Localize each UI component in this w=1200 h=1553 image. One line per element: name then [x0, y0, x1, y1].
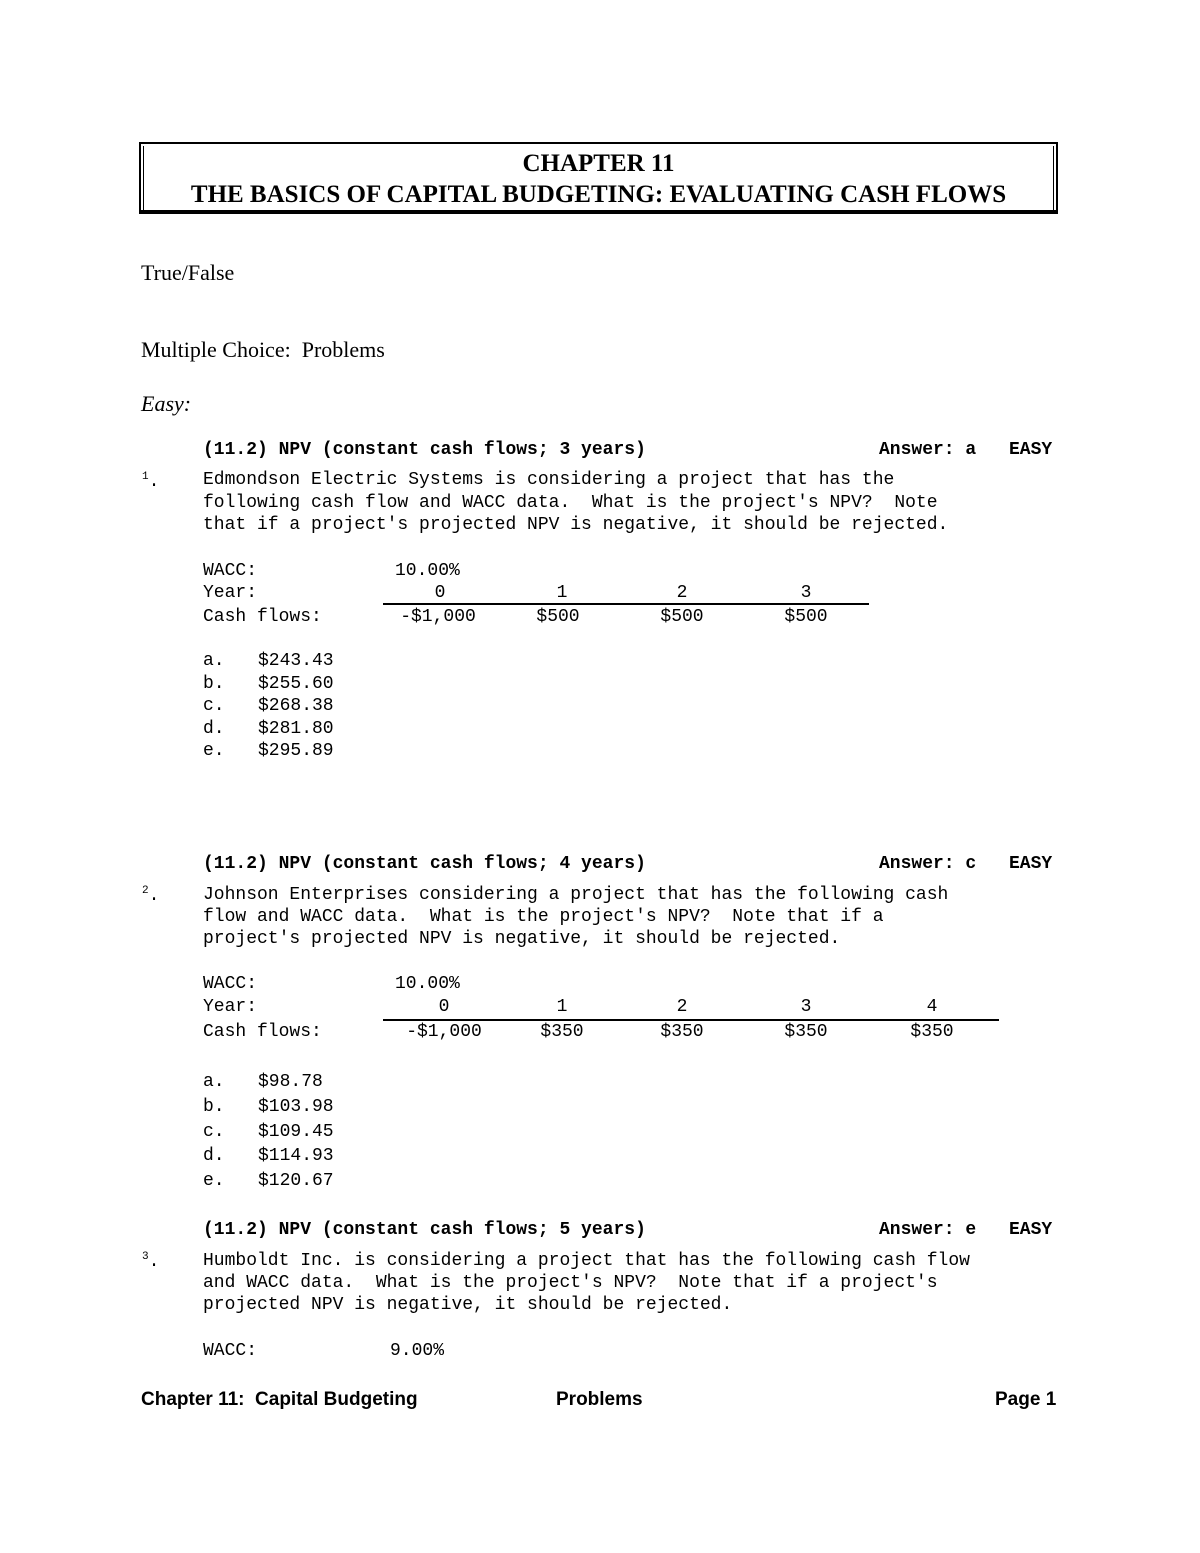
answer-key: Answer: e [879, 1220, 977, 1240]
question-number-value: 3 [142, 1251, 149, 1263]
question-text-line: Humboldt Inc. is considering a project that has the following cash flow [203, 1251, 970, 1271]
choice-value: $109.45 [258, 1122, 334, 1142]
question-number-value: 2 [142, 885, 149, 897]
year-cell: 3 [800, 583, 812, 603]
choice-letter: c. [203, 1122, 225, 1142]
choice-value: $243.43 [258, 651, 334, 671]
choice-value: $295.89 [258, 741, 334, 761]
year-cell: 2 [676, 997, 688, 1017]
question-topic: (11.2) NPV (constant cash flows; 5 years) [203, 1220, 646, 1240]
choice-letter: a. [203, 1072, 225, 1092]
choice-letter: c. [203, 696, 225, 716]
choice-letter: d. [203, 719, 225, 739]
question-text-line: that if a project's projected NPV is negative, it should be rejected. [203, 515, 949, 535]
choice-value: $114.93 [258, 1146, 334, 1166]
year-cell: 2 [676, 583, 688, 603]
wacc-value: 10.00% [395, 974, 460, 994]
wacc-label: WACC: [203, 561, 258, 581]
year-label: Year: [203, 583, 258, 603]
choice-letter: e. [203, 1171, 225, 1191]
answer-key: Answer: c [879, 854, 977, 874]
year-label: Year: [203, 997, 258, 1017]
wacc-label: WACC: [203, 974, 258, 994]
choice-value: $268.38 [258, 696, 334, 716]
question-text-line: and WACC data. What is the project's NPV? Note that if a project's [203, 1273, 938, 1293]
question-text-line: projected NPV is negative, it should be rejected. [203, 1295, 733, 1315]
question-number: $^1$. [142, 471, 160, 492]
footer-page-number: Page 1 [995, 1389, 1057, 1410]
choice-letter: b. [203, 674, 225, 694]
cash-flow-cell: $500 [784, 607, 828, 627]
cash-flow-cell: $350 [540, 1022, 584, 1042]
choice-letter: a. [203, 651, 225, 671]
cash-flow-cell: -$1,000 [400, 607, 476, 627]
answer-key: Answer: a [879, 440, 977, 460]
question-text-line: project's projected NPV is negative, it should be rejected. [203, 929, 841, 949]
cash-flow-cell: -$1,000 [406, 1022, 482, 1042]
year-cell: 0 [434, 583, 446, 603]
year-cell: 1 [556, 583, 568, 603]
cash-flow-cell: $350 [910, 1022, 954, 1042]
difficulty-label: EASY [1009, 1220, 1053, 1240]
question-text-line: Johnson Enterprises considering a project that has the following cash [203, 885, 949, 905]
year-cell: 4 [926, 997, 938, 1017]
chapter-title: THE BASICS OF CAPITAL BUDGETING: EVALUATING CASH FLOWS [190, 181, 1007, 208]
choice-letter: e. [203, 741, 225, 761]
choice-value: $120.67 [258, 1171, 334, 1191]
year-cell: 1 [556, 997, 568, 1017]
year-cell: 0 [438, 997, 450, 1017]
choice-letter: d. [203, 1146, 225, 1166]
table-rule [383, 603, 869, 605]
cash-flow-cell: $350 [784, 1022, 828, 1042]
chapter-number: CHAPTER 11 [522, 150, 675, 177]
question-text-line: Edmondson Electric Systems is considering a project that has the [203, 470, 895, 490]
question-number-value: 1 [142, 471, 149, 483]
question-text-line: flow and WACC data. What is the project's NPV? Note that if a [203, 907, 884, 927]
cash-flow-cell: $500 [536, 607, 580, 627]
footer-section: Problems [556, 1389, 643, 1410]
section-true-false: True/False [141, 260, 235, 285]
wacc-value: 10.00% [395, 561, 460, 581]
choice-value: $103.98 [258, 1097, 334, 1117]
choice-value: $98.78 [258, 1072, 323, 1092]
wacc-label: WACC: [203, 1341, 258, 1361]
cash-flows-label: Cash flows: [203, 1022, 322, 1042]
section-mc-problems: Multiple Choice: Problems [141, 337, 385, 362]
question-topic: (11.2) NPV (constant cash flows; 4 years) [203, 854, 646, 874]
wacc-value: 9.00% [390, 1341, 445, 1361]
question-number: $^2$. [142, 885, 160, 906]
question-text-line: following cash flow and WACC data. What is the project's NPV? Note [203, 493, 938, 513]
choice-value: $281.80 [258, 719, 334, 739]
question-topic: (11.2) NPV (constant cash flows; 3 years) [203, 440, 646, 460]
question-number: $^3$. [142, 1251, 160, 1272]
difficulty-label: EASY [1009, 854, 1053, 874]
choice-value: $255.60 [258, 674, 334, 694]
footer-chapter: Chapter 11: Capital Budgeting [141, 1389, 418, 1410]
difficulty-label: EASY [1009, 440, 1053, 460]
choice-letter: b. [203, 1097, 225, 1117]
cash-flow-cell: $350 [660, 1022, 704, 1042]
year-cell: 3 [800, 997, 812, 1017]
section-easy: Easy: [141, 391, 192, 416]
chapter-title-box [139, 142, 1058, 214]
cash-flows-label: Cash flows: [203, 607, 322, 627]
cash-flow-cell: $500 [660, 607, 704, 627]
